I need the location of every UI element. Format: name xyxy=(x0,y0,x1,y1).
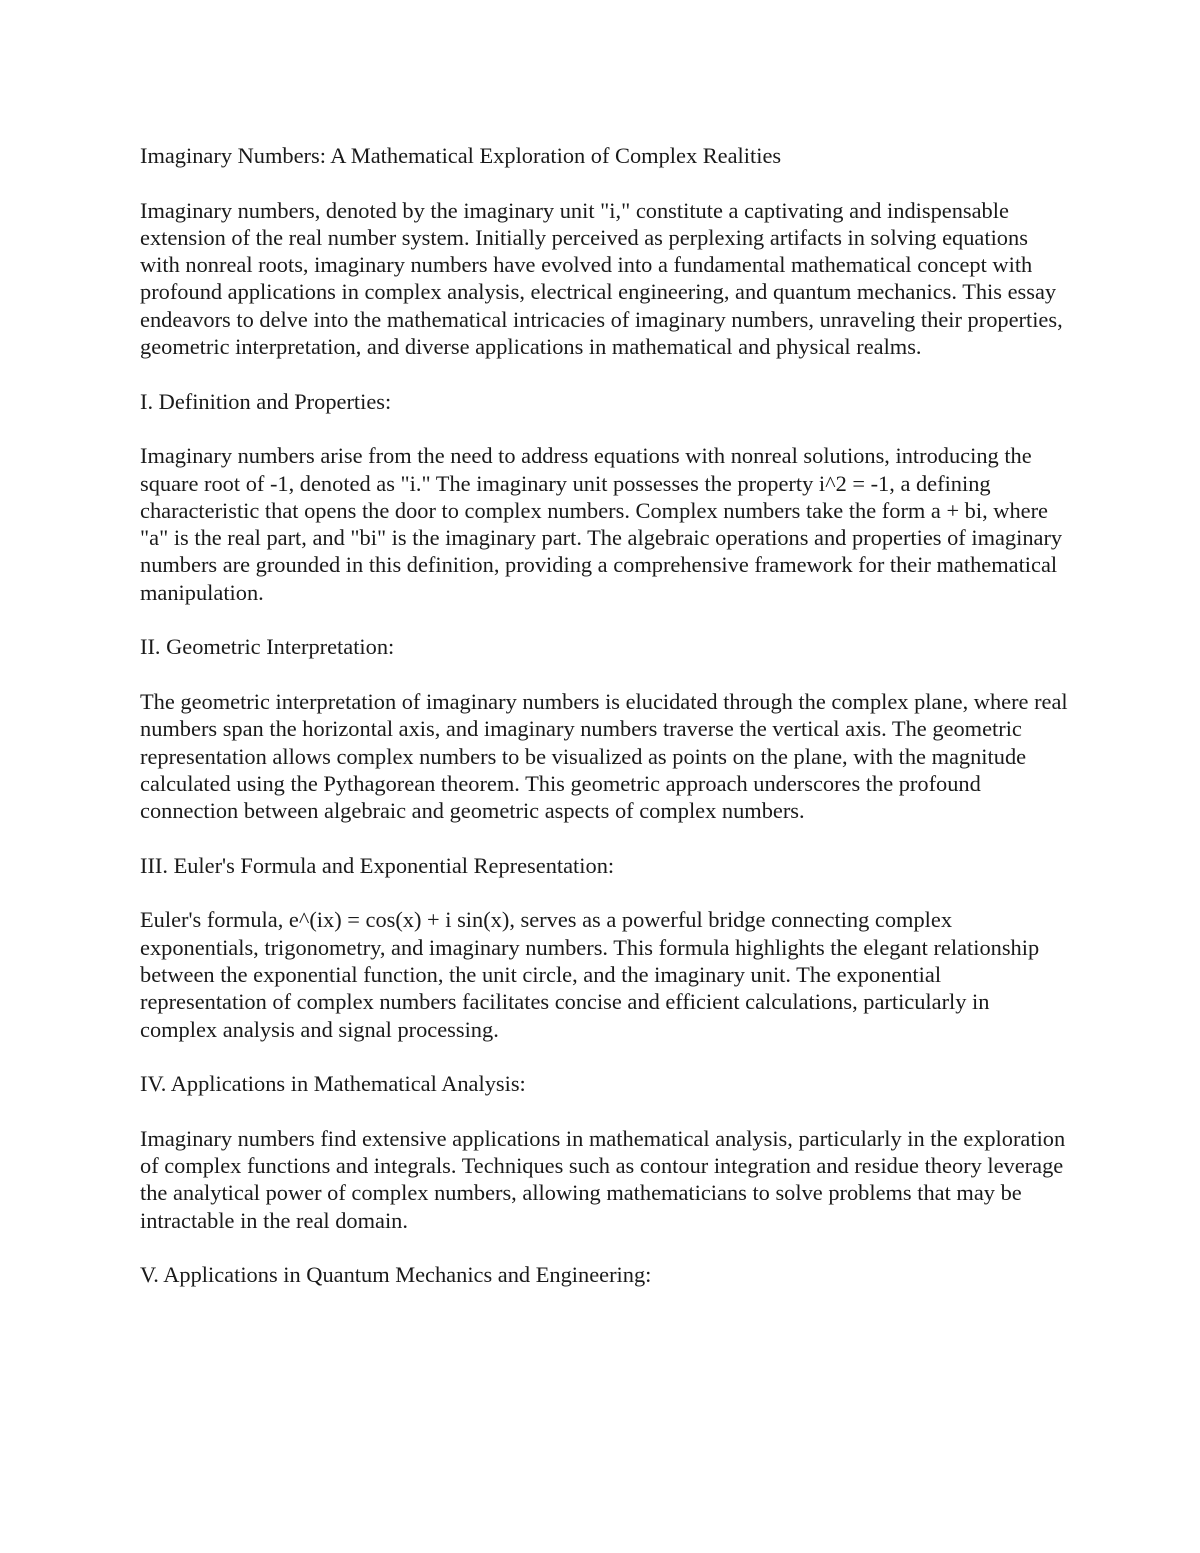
section-paragraph: The geometric interpretation of imaginary numbers is elucidated through the complex plane, where real numbers span the horizontal axis, and imaginary numbers traverse the vertical axis. The geometric representation allows complex numbers to be visualized as points on the plane, with the magnitude calculated using the Pythagorean theorem. This geometric approach underscores the profound connection between algebraic and geometric aspects of complex numbers. xyxy=(140,688,1068,824)
section-paragraph: Imaginary numbers arise from the need to address equations with nonreal solutions, introducing the square root of -1, denoted as "i." The imaginary unit possesses the property i^2 = -1, a defining characteristic that opens the door to complex numbers. Complex numbers take the form a + bi, where "a" is the real part, and "bi" is the imaginary part. The algebraic operations and properties of imaginary numbers are grounded in this definition, providing a comprehensive framework for their mathematical manipulation. xyxy=(140,443,1063,605)
section-heading: III. Euler's Formula and Exponential Representation: xyxy=(140,852,615,878)
section-paragraph: Euler's formula, e^(ix) = cos(x) + i sin(x), serves as a powerful bridge connecting complex exponentials, trigonometry, and imaginary numbers. This formula highlights the elegant relationship between the exponential function, the unit circle, and the imaginary unit. The exponential representation of complex numbers facilitates concise and efficient calculations, particularly in complex analysis and signal processing. xyxy=(140,907,1040,1042)
section-paragraph: Imaginary numbers find extensive applications in mathematical analysis, particularly in the exploration of complex functions and integrals. Techniques such as contour integration and residue theory leverage the analytical power of complex numbers, allowing mathematicians to solve problems that may be intractable in the real domain. xyxy=(140,1125,1066,1233)
document-body xyxy=(140,142,1070,1316)
section-heading: II. Geometric Interpretation: xyxy=(140,634,395,660)
section-heading: V. Applications in Quantum Mechanics and Engineering: xyxy=(140,1262,652,1288)
section-heading: I. Definition and Properties: xyxy=(140,388,392,414)
intro-paragraph: Imaginary numbers, denoted by the imaginary unit "i," constitute a captivating and indispensable extension of the real number system. Initially perceived as perplexing artifacts in solving equations with nonreal roots, imaginary numbers have evolved into a fundamental mathematical concept with profound applications in complex analysis, electrical engineering, and quantum mechanics. This essay endeavors to delve into the mathematical intricacies of imaginary numbers, unraveling their properties, geometric interpretation, and diverse applications in mathematical and physical realms. xyxy=(140,197,1063,360)
document-title: Imaginary Numbers: A Mathematical Exploration of Complex Realities xyxy=(140,143,782,168)
section-heading: IV. Applications in Mathematical Analysis: xyxy=(140,1071,526,1097)
